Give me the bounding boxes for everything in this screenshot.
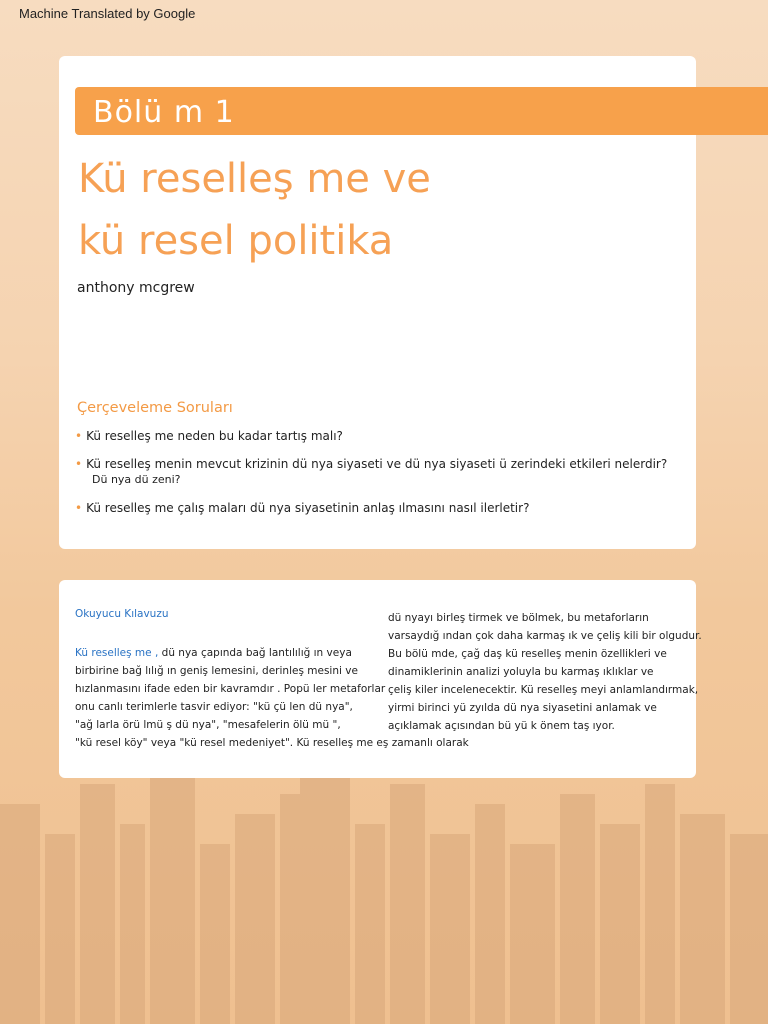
guide-line: çeliş kiler incelenecektir. Kü reselleş meyi anlamlandırmak, (388, 684, 699, 696)
guide-line: "ağ larla örü lmü ş dü nya", "mesafelerin ölü mü ", (75, 719, 341, 731)
guide-line: onu canlı terimlerle tasvir ediyor: "kü çü len dü nya", (75, 701, 353, 713)
bullet-icon: • (75, 429, 83, 443)
framing-question (75, 428, 675, 444)
question-text: Kü reselleş me neden bu kadar tartış malı? (86, 429, 343, 443)
chapter-title (78, 148, 638, 272)
chapter-number: Bölü m 1 (93, 95, 235, 130)
guide-line: hızlanmasını ifade eden bir kavramdır . Popü ler metaforlar (75, 683, 386, 695)
reader-guide-right-column (388, 609, 702, 735)
machine-translation-banner: Machine Translated by Google (19, 6, 196, 21)
bullet-icon: • (75, 457, 83, 471)
author-name: anthony mcgrew (77, 280, 195, 296)
chapter-title-line-2: kü resel politika (78, 218, 394, 264)
framing-questions-list (75, 428, 675, 516)
framing-questions-heading: Çerçeveleme Soruları (77, 400, 233, 416)
framing-question (75, 500, 675, 516)
city-skyline-background (0, 764, 768, 1024)
chapter-bar (75, 87, 768, 135)
framing-question (75, 456, 675, 488)
key-term: Kü reselleş me , (75, 647, 159, 659)
guide-line-text: dü nya çapında bağ lantılılığ ın veya (158, 647, 352, 659)
guide-line: dinamiklerinin analizi yoluyla bu karmaş ıklıklar ve (388, 666, 654, 678)
question-continuation: Dü nya dü zeni? (92, 473, 181, 486)
guide-line: dü nyayı birleş tirmek ve bölmek, bu metaforların (388, 612, 649, 624)
guide-line: yirmi birinci yü zyılda dü nya siyasetini anlamak ve (388, 702, 657, 714)
guide-line: açıklamak açısından bü yü k önem taş ıyor. (388, 720, 615, 732)
guide-line: "kü resel köy" veya "kü resel medeniyet". Kü reselleş me eş zamanlı olarak (75, 737, 469, 749)
guide-line: birbirine bağ lılığ ın geniş lemesini, derinleş mesini ve (75, 665, 358, 677)
guide-line: varsaydığ ından çok daha karmaş ık ve çeliş kili bir olgudur. (388, 630, 702, 642)
question-text: Kü reselleş menin mevcut krizinin dü nya siyaseti ve dü nya siyaseti ü zerindeki etkileri nelerdir? (86, 457, 668, 471)
guide-line: Bu bölü mde, çağ daş kü reselleş menin özellikleri ve (388, 648, 667, 660)
bullet-icon: • (75, 501, 83, 515)
question-text: Kü reselleş me çalış maları dü nya siyasetinin anlaş ılmasını nasıl ilerletir? (86, 501, 530, 515)
chapter-title-line-1: Kü reselleş me ve (78, 156, 431, 202)
reader-guide-title: Okuyucu Kılavuzu (75, 608, 169, 620)
